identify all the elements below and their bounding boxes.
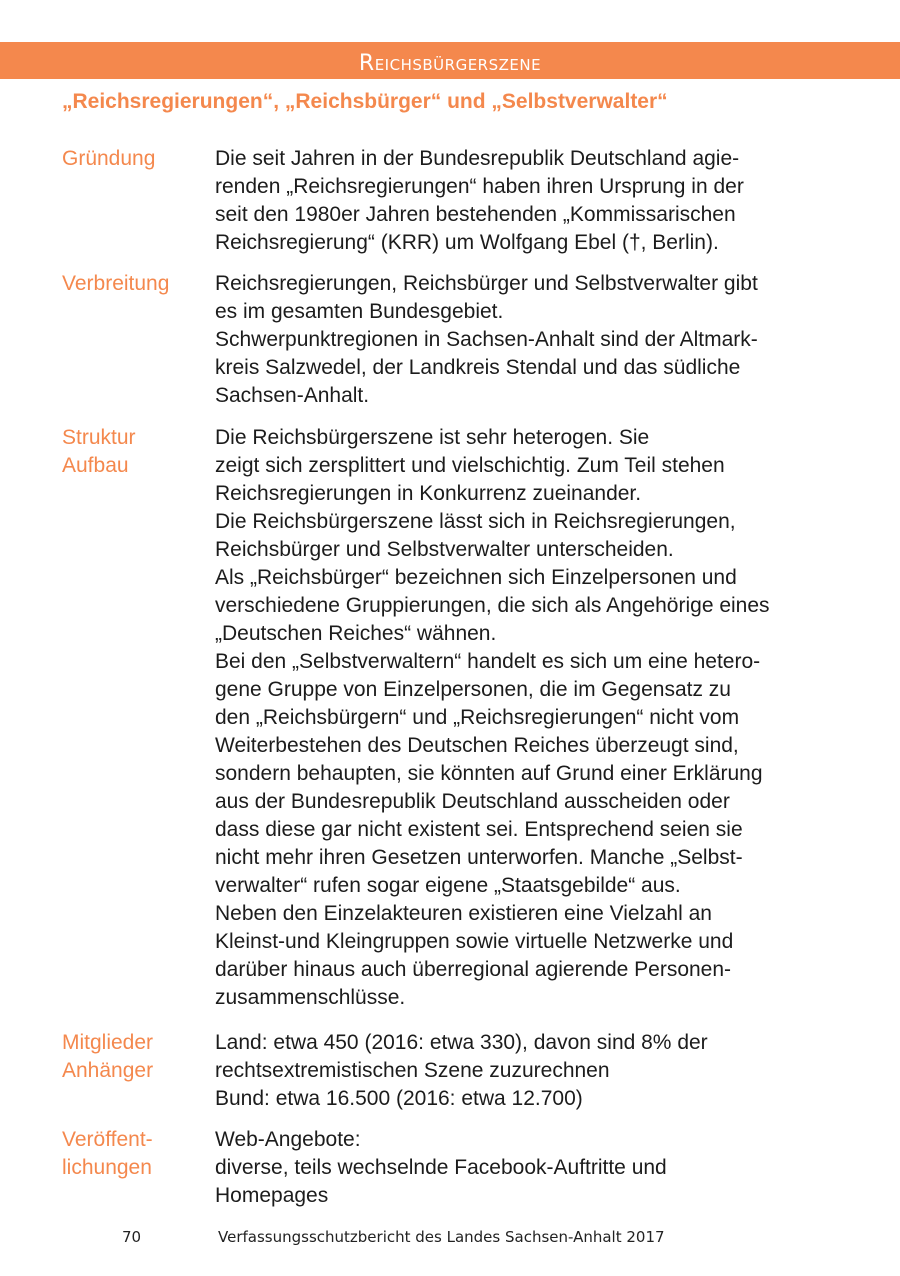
content-line: dass diese gar nicht existent sei. Entsprechend seien sie: [215, 818, 743, 841]
content-line: sondern behaupten, sie könnten auf Grund einer Erklärung: [215, 762, 763, 785]
label-line: Anhänger: [62, 1059, 154, 1082]
content-line: zeigt sich zersplittert und vielschichtig. Zum Teil stehen: [215, 454, 725, 477]
content-line: Sachsen-Anhalt.: [215, 384, 370, 407]
content-line: gene Gruppe von Einzelpersonen, die im Gegensatz zu: [215, 678, 731, 701]
content-line: Bund: etwa 16.500 (2016: etwa 12.700): [215, 1087, 583, 1110]
content-line: Die seit Jahren in der Bundesrepublik Deutschland agie-: [215, 147, 740, 170]
footer-title: Verfassungsschutzbericht des Landes Sachsen-Anhalt 2017: [218, 1228, 665, 1246]
label-line: Gründung: [62, 147, 156, 170]
content-line: kreis Salzwedel, der Landkreis Stendal und das südliche: [215, 356, 741, 379]
content-line: Reichsregierungen, Reichsbürger und Selbstverwalter gibt: [215, 272, 758, 295]
section-label: [62, 1029, 153, 1085]
content-line: verwalter“ rufen sogar eigene „Staatsgebilde“ aus.: [215, 874, 681, 897]
content-line: Neben den Einzelakteuren existieren eine Vielzahl an: [215, 902, 712, 925]
content-line: Die Reichsbürgerszene lässt sich in Reichsregierungen,: [215, 510, 736, 533]
section-banner: Reichsbürgerszene: [0, 42, 900, 79]
content-line: verschiedene Gruppierungen, die sich als Angehörige eines: [215, 594, 770, 617]
section-content: [215, 270, 758, 410]
content-line: den „Reichsbürgern“ und „Reichsregierungen“ nicht vom: [215, 706, 740, 729]
section-label: [62, 424, 136, 480]
section-content: [215, 145, 744, 257]
label-line: lichungen: [62, 1156, 152, 1179]
section-content: [215, 1029, 708, 1113]
content-line: zusammenschlüsse.: [215, 986, 406, 1009]
content-line: Reichsbürger und Selbstverwalter unterscheiden.: [215, 538, 674, 561]
section-label: [62, 1126, 153, 1182]
section-content: [215, 424, 770, 1012]
content-line: seit den 1980er Jahren bestehenden „Kommissarischen: [215, 203, 736, 226]
label-line: Aufbau: [62, 454, 129, 477]
content-line: Homepages: [215, 1184, 329, 1207]
page-subtitle: „Reichsregierungen“, „Reichsbürger“ und „Selbstverwalter“: [62, 90, 668, 113]
section-content: [215, 1126, 667, 1210]
content-line: Reichsregierung“ (KRR) um Wolfgang Ebel (†, Berlin).: [215, 231, 719, 254]
content-line: Schwerpunktregionen in Sachsen-Anhalt sind der Altmark-: [215, 328, 758, 351]
content-line: renden „Reichsregierungen“ haben ihren Ursprung in der: [215, 175, 744, 198]
label-line: Verbreitung: [62, 272, 170, 295]
content-line: Weiterbestehen des Deutschen Reiches überzeugt sind,: [215, 734, 739, 757]
content-line: aus der Bundesrepublik Deutschland ausscheiden oder: [215, 790, 730, 813]
content-line: rechtsextremistischen Szene zuzurechnen: [215, 1059, 610, 1082]
content-line: Web-Angebote:: [215, 1128, 361, 1151]
page-number: 70: [122, 1228, 142, 1246]
content-line: „Deutschen Reiches“ wähnen.: [215, 622, 497, 645]
content-line: diverse, teils wechselnde Facebook-Auftritte und: [215, 1156, 667, 1179]
content-line: Kleinst-und Kleingruppen sowie virtuelle Netzwerke und: [215, 930, 734, 953]
content-line: es im gesamten Bundesgebiet.: [215, 300, 504, 323]
section-label: [62, 145, 155, 173]
label-line: Veröffent-: [62, 1128, 153, 1151]
content-line: nicht mehr ihren Gesetzen unterworfen. Manche „Selbst-: [215, 846, 743, 869]
label-line: Struktur: [62, 426, 136, 449]
content-line: Bei den „Selbstverwaltern“ handelt es sich um eine hetero-: [215, 650, 761, 673]
label-line: Mitglieder: [62, 1031, 154, 1054]
content-line: Die Reichsbürgerszene ist sehr heterogen. Sie: [215, 426, 650, 449]
content-line: darüber hinaus auch überregional agierende Personen-: [215, 958, 732, 981]
section-label: [62, 270, 169, 298]
content-line: Reichsregierungen in Konkurrenz zueinander.: [215, 482, 642, 505]
content-line: Land: etwa 450 (2016: etwa 330), davon sind 8% der: [215, 1031, 708, 1054]
content-line: Als „Reichsbürger“ bezeichnen sich Einzelpersonen und: [215, 566, 737, 589]
